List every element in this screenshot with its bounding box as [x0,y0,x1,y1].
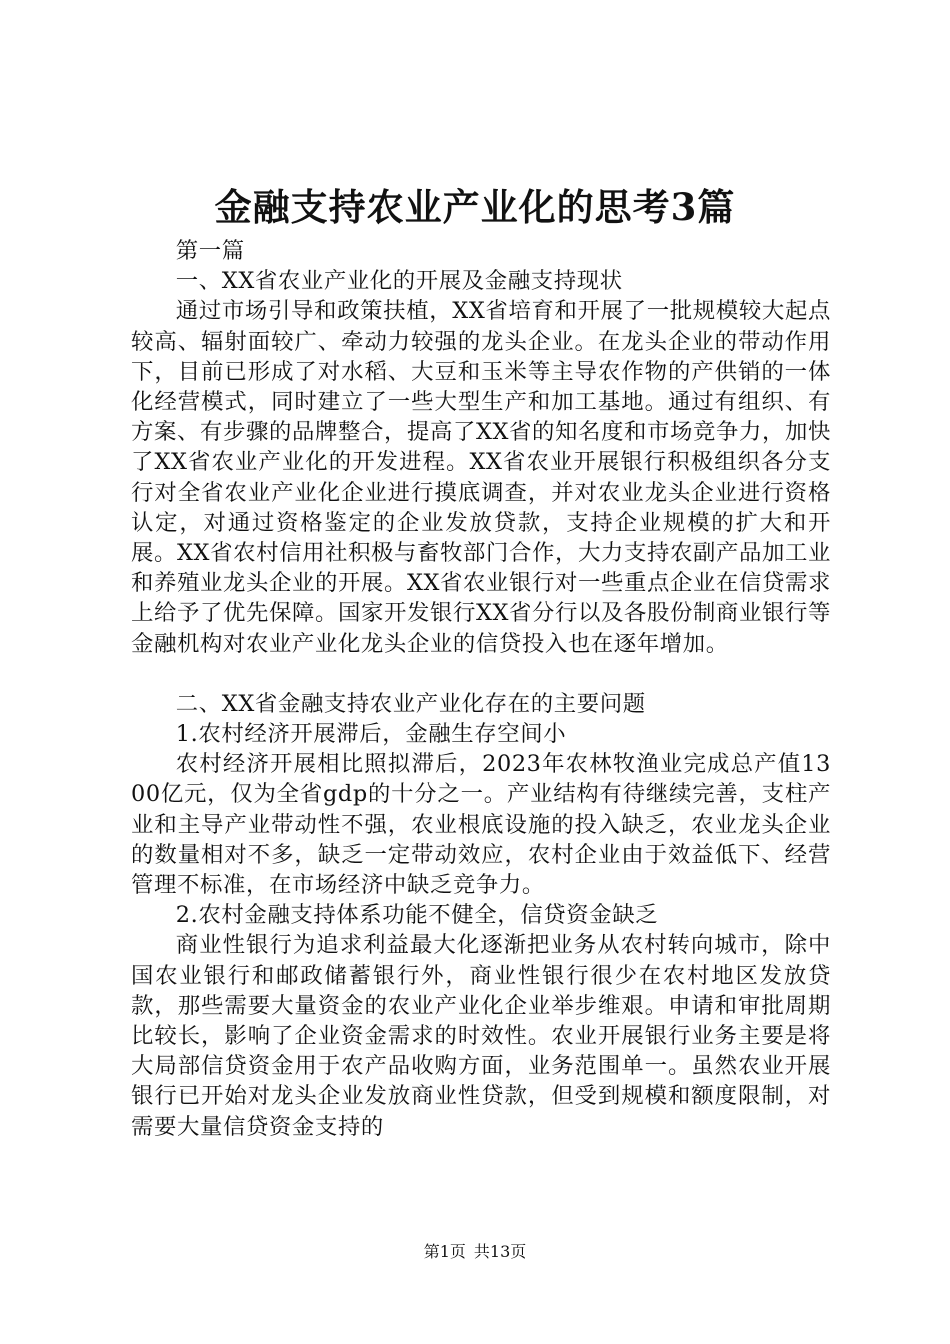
subsection-heading: 1.农村经济开展滞后，金融生存空间小 [175,721,567,748]
section-heading: 一、XX省农业产业化的开展及金融支持现状 [175,268,623,295]
section-heading: 二、XX省金融支持农业产业化存在的主要问题 [175,690,646,717]
body-paragraph: 商业性银行为追求利益最大化逐渐把业务从农村转向城市，除中国农业银行和邮政储蓄银行外，商业性银行很少在农村地区发放贷款，那些需要大量资金的农业产业化企业举步维艰。申请和审批周期比较长，影响了企业资金需求的时效性。农业开展银行业务主要是将大局部信贷资金用于农产品收购方面，业务范围单一。虽然农业开展银行已开始对龙头企业发放商业性贷款，但受到规模和额度限制，对需要大量信贷资金支持的 [131,932,831,1140]
page-number: 第1页 [423,1242,466,1261]
document-title: 金融支持农业产业化的思考3篇 [214,185,736,229]
subsection-heading: 2.农村金融支持体系功能不健全，信贷资金缺乏 [175,902,659,929]
page-total: 共13页 [473,1242,527,1261]
body-paragraph: 农村经济开展相比照拟滞后，2023年农林牧渔业完成总产值1300亿元，仅为全省gdp的十分之一。产业结构有待继续完善，支柱产业和主导产业带动性不强，农业根底设施的投入缺乏，农业龙头企业的数量相对不多，缺乏一定带动效应，农村企业由于效益低下、经营管理不标准，在市场经济中缺乏竞争力。 [131,751,831,899]
section-label: 第一篇 [175,238,245,264]
paragraph-gap [131,659,831,689]
body-paragraph: 通过市场引导和政策扶植，XX省培育和开展了一批规模较大起点较高、辐射面较广、牵动力较强的龙头企业。在龙头企业的带动作用下，目前已形成了对水稻、大豆和玉米等主导农作物的产供销的一体化经营模式，同时建立了一些大型生产和加工基地。通过有组织、有方案、有步骤的品牌整合，提高了XX省的知名度和市场竞争力，加快了XX省农业产业化的开发进程。XX省农业开展银行积极组织各分支行对全省农业产业化企业进行摸底调查，并对农业龙头企业进行资格认定，对通过资格鉴定的企业发放贷款，支持企业规模的扩大和开展。XX省农村信用社积极与畜牧部门合作，大力支持农副产品加工业和养殖业龙头企业的开展。XX省农业银行对一些重点企业在信贷需求上给予了优先保障。国家开发银行XX省分行以及各股份制商业银行等金融机构对农业产业化龙头企业的信贷投入也在逐年增加。 [131,298,831,657]
page-footer [0,1241,950,1263]
document-body [131,236,831,1142]
